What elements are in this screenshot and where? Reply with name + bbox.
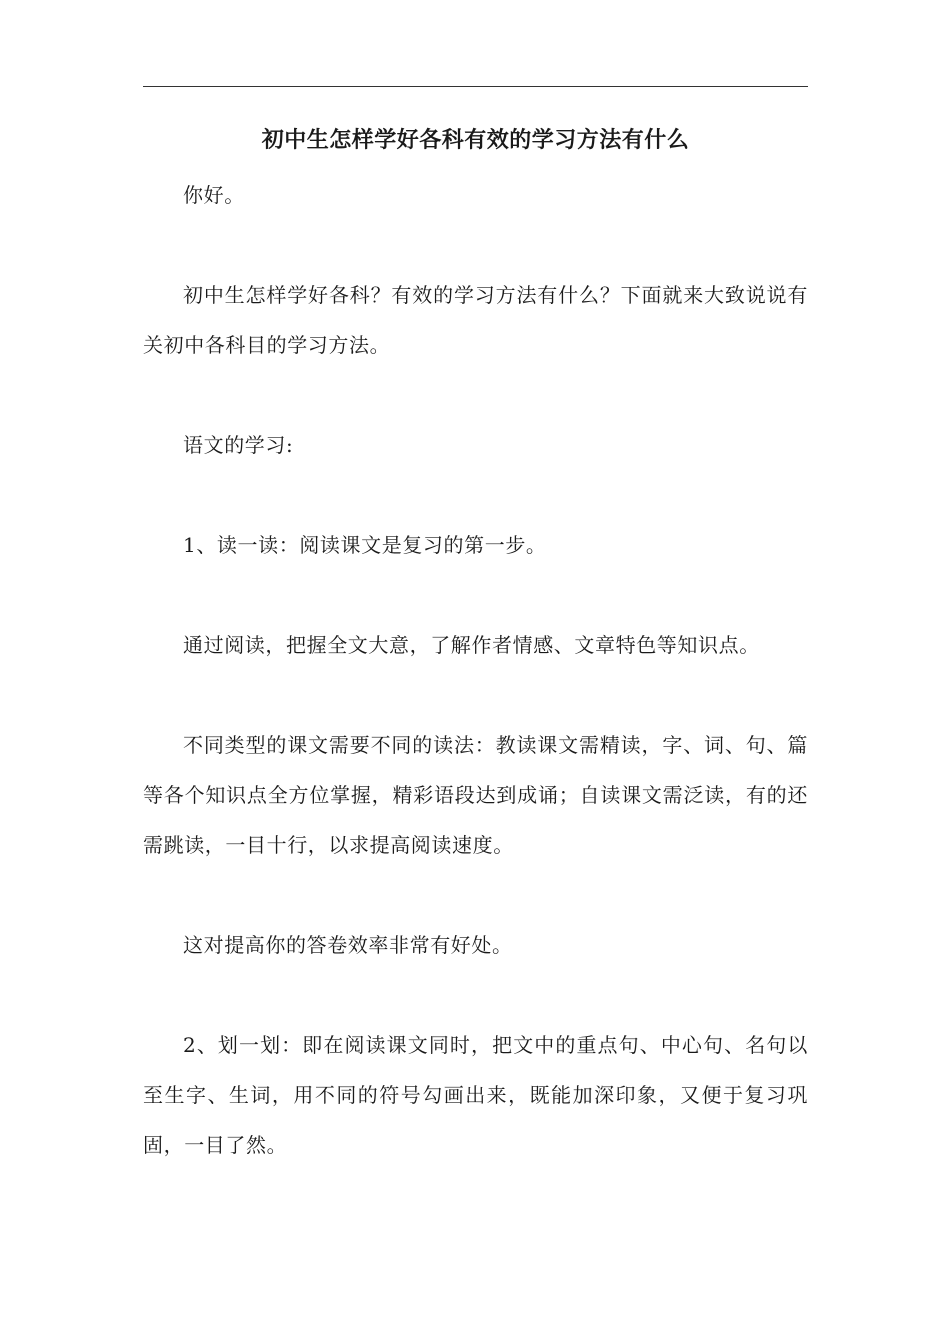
header-rule <box>143 86 808 87</box>
paragraph-efficiency: 这对提高你的答卷效率非常有好处。 <box>183 933 513 957</box>
paragraph-greeting: 你好。 <box>183 183 245 207</box>
section-heading-chinese: 语文的学习: <box>183 433 294 457</box>
paragraph-reading-purpose: 通过阅读，把握全文大意，了解作者情感、文章特色等知识点。 <box>183 633 760 657</box>
paragraph-step-1: 1、读一读：阅读课文是复习的第一步。 <box>183 533 547 557</box>
paragraph-intro: 初中生怎样学好各科？有效的学习方法有什么？下面就来大致说说有关初中各科目的学习方法。 <box>143 283 808 357</box>
paragraph-step-2: 2、划一划：即在阅读课文同时，把文中的重点句、中心句、名句以至生字、生词，用不同的符号勾画出来，既能加深印象，又便于复习巩固，一目了然。 <box>143 1033 808 1157</box>
document-title: 初中生怎样学好各科有效的学习方法有什么 <box>261 127 690 153</box>
paragraph-reading-methods: 不同类型的课文需要不同的读法：教读课文需精读，字、词、句、篇等各个知识点全方位掌握，精彩语段达到成诵；自读课文需泛读，有的还需跳读，一目十行，以求提高阅读速度。 <box>143 733 808 857</box>
document-body <box>143 110 808 1170</box>
